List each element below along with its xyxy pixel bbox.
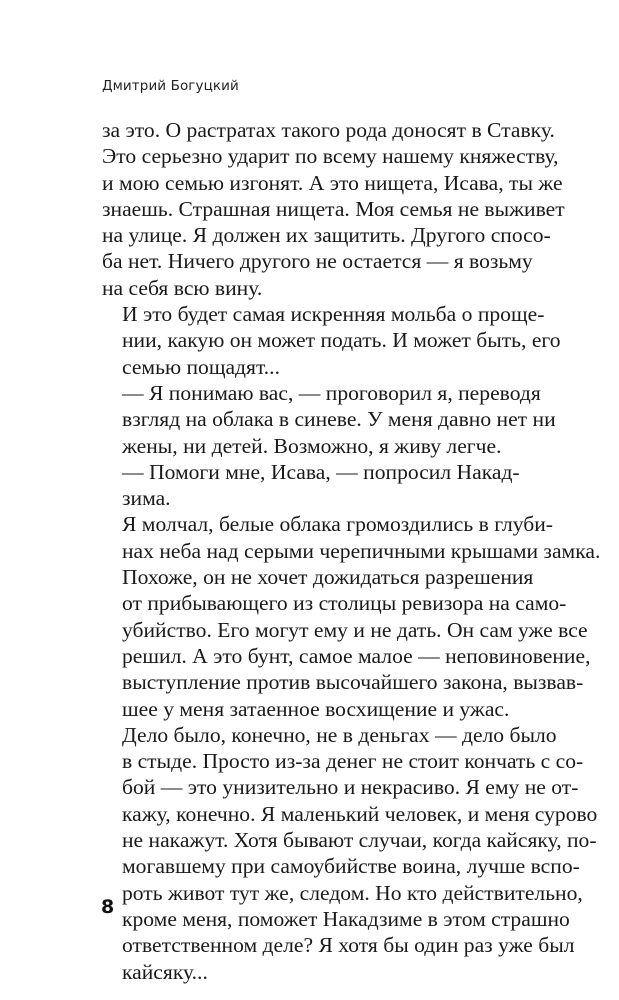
paragraph [102, 301, 561, 380]
text-line: ба нет. Ничего другого не остается — я возьму [102, 249, 533, 274]
paragraph [102, 511, 601, 564]
text-line: ответственном деле? Я хотя бы один раз уже был [122, 933, 575, 958]
text-line: кажу, конечно. Я маленький человек, и меня сурово [122, 801, 598, 826]
text-line: на улице. Я должен их защитить. Другого спосо- [102, 223, 551, 248]
text-line: Я молчал, белые облака громоздились в глуби- [122, 512, 553, 537]
text-line: И это будет самая искренняя мольба о проще- [122, 302, 545, 327]
text-line: знаешь. Страшная нищета. Моя семья не выживет [102, 196, 565, 221]
text-line: взгляд на облака в синеве. У меня давно нет ни [122, 407, 556, 432]
paragraph [102, 117, 565, 301]
paragraph [102, 459, 520, 512]
text-line: зима. [122, 486, 171, 511]
text-line: Похоже, он не хочет дожидаться разрешения [122, 565, 534, 590]
text-line: нах неба над серыми черепичными крышами замка. [122, 538, 601, 563]
text-line: кайсяку... [122, 959, 208, 984]
text-line: нии, какую он может подать. И может быть, его [122, 328, 561, 353]
text-line: убийство. Его могут ему и не дать. Он сам уже все [122, 617, 588, 642]
text-line: на себя всю вину. [102, 275, 263, 300]
text-line: Это серьезно ударит по всему нашему княжеству, [102, 144, 559, 169]
text-line: от прибывающего из столицы ревизора на само- [122, 591, 567, 616]
text-line: — Я понимаю вас, — проговорил я, переводя [122, 380, 541, 405]
text-line: бой — это унизительно и некрасиво. Я ему не от- [122, 775, 579, 800]
text-line: Дело было, конечно, не в деньгах — дело было [122, 722, 557, 747]
text-line: шее у меня затаенное восхищение и ужас. [122, 696, 510, 721]
text-line: роть живот тут же, следом. Но кто действительно, [122, 880, 583, 905]
text-line: кроме меня, поможет Накадзиме в этом страшно [122, 906, 570, 931]
text-line: выступление против высочайшего закона, вызвав- [122, 670, 584, 695]
text-line: решил. А это бунт, самое малое — неповиновение, [122, 643, 591, 668]
text-line: семью пощадят... [122, 354, 280, 379]
text-line: могавшему при самоубийстве воина, лучше вспо- [122, 854, 580, 879]
running-head-author: Дмитрий Богуцкий [102, 78, 239, 94]
text-line: в стыде. Просто из-за денег не стоит кончать с со- [122, 749, 584, 774]
text-line: не накажут. Хотя бывают случаи, когда кайсяку, по- [122, 828, 597, 853]
text-line: и мою семью изгонят. А это нищета, Исава, ты же [102, 170, 563, 195]
text-line: за это. О растратах такого рода доносят в Ставку. [102, 118, 555, 142]
text-line: жены, ни детей. Возможно, я живу легче. [122, 433, 502, 458]
page-body-text [102, 117, 601, 985]
page-number: 8 [101, 896, 115, 918]
text-line: — Помоги мне, Исава, — попросил Накад- [122, 459, 520, 484]
paragraph [102, 380, 556, 459]
paragraph [102, 564, 591, 722]
paragraph [102, 722, 598, 985]
